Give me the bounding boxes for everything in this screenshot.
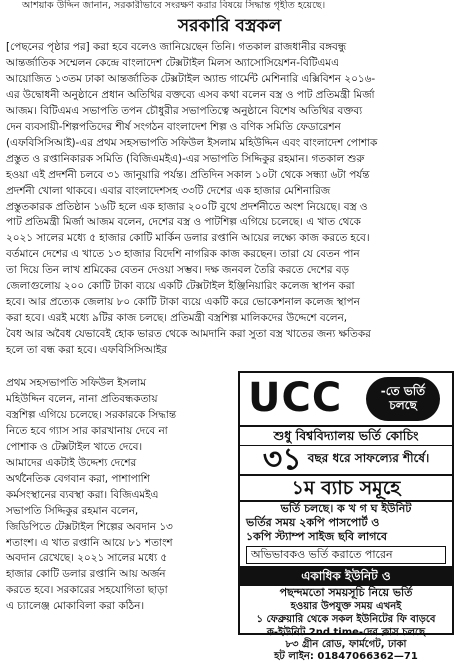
article-line: আয়োজিত ১৩তম ঢাকা আন্তর্জাতিক টেক্সটাইল অ্যান্ড গার্মেন্ট মেশিনারি এক্সিবিশন ২০১৬- (6, 72, 376, 85)
article-body (6, 40, 453, 359)
article-line: হলে তা বন্ধ করা হবে। এফবিসিসিআইর (6, 344, 168, 357)
ad-batch-line: ১ম ব্যাচ সমূহে (240, 474, 452, 502)
ad-brand: UCC (248, 375, 343, 421)
ad-guardian-box: অভিভাবকও ভর্তি করাতে পারেন (246, 546, 446, 564)
article-line: শতাংশ। এ খাত রপ্তানি আয়ে ৮১ শতাংশ (6, 536, 173, 549)
ad-admission-bubble: -তে ভর্তি চলছে (366, 377, 440, 421)
article-line: (এফবিসিসিআই)-এর প্রথম সহসভাপতি সফিউল ইসলাম মহিউদ্দিন এবং বাংলাদেশ পোশাক (6, 136, 378, 149)
article-line: আমাদের একটাই উদ্দেশ্য দেশের (6, 456, 137, 469)
ad-units-line: ভর্তি চলছে। ক খ গ ঘ ইউনিট (280, 502, 412, 515)
ad-time-line: ক-ইউনিট 2nd time-দের ক্লাস চলছে (266, 627, 426, 638)
article-line: পাট প্রতিমন্ত্রী মির্জা আজম বলেন, দেশের বস্ত্র ও পাটশিল্প এগিয়ে চলেছে। এ খাত থেকে (6, 216, 361, 229)
article-line: এর উদ্বোধনী অনুষ্ঠানে প্রধান অতিথির বক্তব্যে এসব কথা বলেন বস্ত্র ও পাট প্রতিমন্ত্রী মির্জা (6, 88, 375, 101)
ad-address: ৮৩ গ্রীন রোড, ফার্মগেট, ঢাকা (285, 639, 407, 650)
article-line: ২০২১ সালের মধ্যে ৫ হাজার কোটি মার্কিন ডলার রপ্তানি আয়ের লক্ষ্যে কাজ করতে হবে। (6, 232, 370, 245)
article-line: আন্তর্জাতিক সম্মেলন কেন্দ্রে বাংলাদেশ টেক্সটাইল মিলস অ্যাসোসিয়েশন-বিটিএমএ (6, 56, 339, 69)
ad-years-number: ৩১ (262, 442, 302, 477)
coaching-advertisement (238, 371, 454, 662)
article-line: তা দিয়ে তিন লাখ শ্রমিকের বেতন দেওয়া সম্ভব। দক্ষ জনবল তৈরি করতে দেশের বড় (6, 264, 349, 277)
article-line: এ চ্যালেঞ্জ মোকাবিলা করা কঠিন। (6, 600, 145, 613)
article-line: বর্তমানে দেশের এ খাতে ১৩ হাজার বিদেশি নাগরিক কাজ করছেন। তারা যে বেতন পান (6, 248, 360, 261)
article-headline: সরকারি বস্ত্রকল (177, 16, 282, 36)
article-line: জেলাগুলোয় ২০০ কোটি টাকা ব্যয়ে একটি টেক্সটাইল ইঞ্জিনিয়ারিং কলেজ স্থাপন করা (6, 280, 355, 293)
ad-coaching-line: শুধু বিশ্ববিদ্যালয় ভর্তি কোচিং (240, 425, 452, 446)
article-line: বৈধ আর অবৈধ যেভাবেই হোক ভারত থেকে আমদানি করা সুতা বস্ত্র খাতের জন্য ক্ষতিকর (6, 328, 371, 341)
article-body-left-column (6, 376, 236, 615)
article-line: পোশাক ও টেক্সটাইল খাতে দেবে। (6, 440, 143, 453)
article-line: নিতে হবে গ্যাস সার কারখানায় দেবে না (6, 424, 168, 437)
article-line: হবে। আর প্রত্যেক জেলায় ৮০ কোটি টাকা ব্যয়ে একটি করে ভোকেশনাল কলেজ স্থাপন (6, 296, 360, 309)
article-line: জিডিপিতে টেক্সটাইল শিল্পের অবদান ১৩ (6, 520, 173, 533)
article-line: প্রস্তুতকারক প্রতিষ্ঠান ১৬টি হলে এক হাজার ২০০টি বুথে প্রদর্শনীতে অংশ নিয়েছে। বস্ত্র ও (6, 200, 368, 213)
ad-years-line (240, 442, 452, 477)
ad-hotline: হট লাইন: 01847066362—71 (274, 651, 418, 662)
article-line: করতে হবে। সরকারের সহযোগিতা ছাড়া (6, 584, 168, 597)
top-strip-text: আশয়াক উদ্দিন জানান, সরকারীভাবে সংরক্ষণ করার বিষয়ে সিদ্ধান্ত গৃহীত হয়েছে। (22, 0, 326, 11)
ad-choice-line-1: একাধিক ইউনিট ও (240, 566, 452, 586)
article-line: বস্ত্রশিল্প এগিয়ে চলেছে। সরকারকে সিদ্ধান্ত (6, 408, 177, 421)
ad-choice-line-2: পছন্দমতো সময়সূচি নিয়ে ভর্তি (279, 586, 413, 599)
ad-fee-line: ১ ফেব্রুয়ারি থেকে সকল ইউনিটের ফি বাড়বে (256, 614, 436, 625)
ad-docs-line-2: ১কপি স্ট্যাম্প সাইজ ছবি লাগবে (246, 530, 387, 543)
article-line: হওয়া এই প্রদর্শনী চলবে ৩১ জানুয়ারি পর্যন্ত। প্রতিদিন সকাল ১০টা থেকে সন্ধ্যা ৬টা পর্যন্ত (6, 168, 370, 181)
article-line: প্রস্তুত ও রপ্তানিকারক সমিতি (বিজিএমইএ)-এর সভাপতি সিদ্দিকুর রহমান। গতকাল শুরু (6, 152, 365, 165)
article-line: প্রদর্শনী খোলা থাকবে। এবার বাংলাদেশসহ ৩৩টি দেশের এক হাজার মেশিনারিজ (6, 184, 331, 197)
article-line: কর্মসংস্থানের ব্যবস্থা করা। বিজিএমইএ (6, 488, 159, 501)
article-line: অবদান রেখেছে। ২০২১ সালের মধ্যে ৫ (6, 552, 168, 565)
article-line: হাজার কোটি ডলার রপ্তানি আয় অর্জন (6, 568, 166, 581)
ad-years-text: বছর ধরে সাফল্যের শীর্ষে। (307, 451, 430, 465)
ad-choice-line-3: হওয়ার উপযুক্ত সময় এখনই (290, 601, 402, 612)
article-line: দেন ব্যবসায়ী-শিল্পপতিদের শীর্ষ সংগঠন বাংলাদেশ শিল্প ও বণিক সমিতি ফেডারেশন (6, 120, 341, 133)
ad-docs-line-1: ভর্তির সময় ২কপি পাসপোর্ট ও (246, 516, 380, 529)
article-line: [পেছনের পৃষ্ঠার পর] করা হবে বলেও জানিয়েছেন তিনি। গতকাল রাজধানীর বঙ্গবন্ধু (6, 41, 347, 53)
article-line: প্রথম সহসভাপতি সফিউল ইসলাম (6, 377, 146, 389)
article-line: করা হবে। এরই মধ্যে ৯টির কাজ চলছে। প্রতিমন্ত্রী বস্ত্রশিল্প মালিকদের উদ্দেশে বলেন, (6, 312, 348, 325)
article-line: অর্থনৈতিক বেগবান করা, পাশাপাশি (6, 472, 150, 485)
article-line: মহিউদ্দিন বলেন, নানা প্রতিবন্ধকতায় (6, 392, 158, 405)
article-line: আজম। বিটিএমএ সভাপতি তপন চৌধুরীর সভাপতিত্বে অনুষ্ঠানে বিশেষ অতিথির বক্তব্য (6, 104, 363, 117)
article-line: সভাপতি সিদ্দিকুর রহমান বলেন, (6, 504, 139, 517)
